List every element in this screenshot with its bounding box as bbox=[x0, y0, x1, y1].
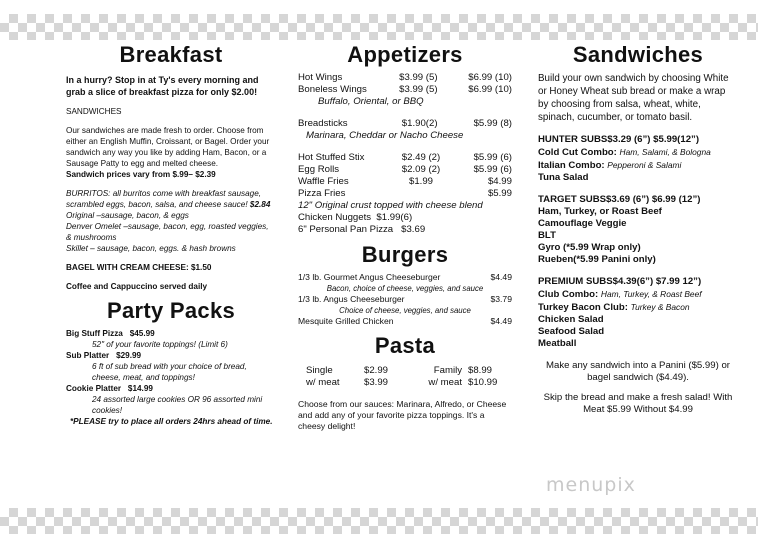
pan-pizza: 6" Personal Pan Pizza $3.69 bbox=[298, 224, 426, 235]
burger-item: 1/3 lb. Gourmet Angus Cheeseburger $4.49 Bacon, choice of cheese, veggies, and sauce bbox=[298, 272, 512, 293]
premium-item: Seafood Salad bbox=[538, 326, 605, 337]
sandwiches-title: Sandwiches bbox=[572, 42, 704, 67]
hunter-subs-header: HUNTER SUBS$3.29 (6”) $5.99(12”) bbox=[538, 134, 700, 145]
menupix-watermark: menupix bbox=[546, 474, 636, 496]
chicken-nuggets: Chicken Nuggets $1.99(6) bbox=[298, 212, 413, 223]
premium-item: Chicken Salad bbox=[538, 314, 604, 325]
premium-subs-header: PREMIUM SUBS$4.39(6”) $7.99 12”) bbox=[538, 276, 702, 287]
sandwiches-column bbox=[538, 42, 738, 416]
premium-item: Club Combo: Ham, Turkey, & Roast Beef bbox=[538, 289, 702, 300]
breakfast-sandwiches-text: Our sandwiches are made fresh to order. Choose from either an English Muffin, Croissant, or Bagel. Order your sandwich any way you like by adding Ham, Bacon, or a Sausage Patty to egg and melted cheese. bbox=[66, 126, 270, 168]
burger-item: 1/3 lb. Angus Cheeseburger $3.79 Choice of cheese, veggies, and sauce bbox=[298, 294, 512, 315]
wings-note: Buffalo, Oriental, or BBQ bbox=[318, 96, 424, 107]
salad-note: Skip the bread and make a fresh salad! With Meat $5.99 Without $4.99 bbox=[543, 392, 733, 415]
burrito-original: Original –sausage, bacon, & eggs bbox=[66, 211, 189, 220]
bagel-cream-cheese: BAGEL WITH CREAM CHEESE: $1.50 bbox=[66, 263, 212, 272]
sandwiches-intro: Build your own sandwich by choosing White or Honey Wheat sub bread or make a wrap by choosing from salsa, wheat, white, spinach, cucumber, or tomato basil. bbox=[538, 73, 729, 123]
party-item: Big Stuff Pizza $45.99 52" of your favorite toppings! (Limit 6) bbox=[66, 329, 228, 349]
hunter-item: Cold Cut Combo: Ham, Salami, & Bologna bbox=[538, 147, 711, 158]
premium-item: Meatball bbox=[538, 338, 577, 349]
burritos-text: BURRITOS: all burritos come with breakfast sausage, scrambled eggs, bacon, salsa, and cheese sauce! $2.84 bbox=[66, 189, 271, 209]
pizza-fries-note: 12" Original crust topped with cheese blend bbox=[298, 200, 483, 211]
hunter-item: Tuna Salad bbox=[538, 172, 589, 183]
breakfast-column bbox=[66, 42, 276, 427]
target-item: Ham, Turkey, or Roast Beef bbox=[538, 206, 662, 217]
party-item: Cookie Platter $14.99 24 assorted large cookies OR 96 assorted mini cookies! bbox=[66, 384, 263, 415]
breakfast-intro: In a hurry? Stop in at Ty's every morning and grab a slice of breakfast pizza for only $2.00! bbox=[66, 75, 259, 97]
appetizers-title: Appetizers bbox=[347, 42, 463, 67]
sandwiches-heading: SANDWICHES bbox=[66, 107, 122, 116]
appetizer-row: Boneless Wings $3.99 (5) $6.99 (10) bbox=[298, 84, 512, 95]
party-packs-title: Party Packs bbox=[106, 298, 236, 323]
burger-item: Mesquite Grilled Chicken $4.49 bbox=[298, 316, 512, 326]
premium-item: Turkey Bacon Club: Turkey & Bacon bbox=[538, 302, 690, 313]
appetizer-row: Waffle Fries $1.99 $4.99 bbox=[298, 176, 512, 187]
coffee-note: Coffee and Cappuccino served daily bbox=[66, 282, 208, 291]
target-item: BLT bbox=[538, 230, 556, 241]
breadsticks-note: Marinara, Cheddar or Nacho Cheese bbox=[306, 130, 464, 141]
pasta-title: Pasta bbox=[374, 333, 436, 358]
burrito-denver: Denver Omelet –sausage, bacon, egg, roasted veggies, & mushrooms bbox=[66, 222, 269, 242]
burgers-title: Burgers bbox=[361, 242, 449, 267]
pasta-prices: Single $2.99 Family $8.99 w/ meat $3.99 w/ meat $10.99 bbox=[306, 365, 498, 388]
top-checkered-border bbox=[0, 14, 758, 40]
breakfast-title: Breakfast bbox=[119, 42, 223, 67]
target-item: Gyro (*5.99 Wrap only) bbox=[538, 242, 641, 253]
pasta-description: Choose from our sauces: Marinara, Alfredo, or Cheese and add any of your favorite pizza toppings. It's a cheesy delight! bbox=[298, 399, 507, 431]
appetizer-row: Hot Stuffed Stix $2.49 (2) $5.99 (6) bbox=[298, 152, 512, 163]
target-item: Rueben(*5.99 Panini only) bbox=[538, 254, 656, 265]
appetizer-row: Hot Wings $3.99 (5) $6.99 (10) bbox=[298, 72, 512, 83]
burrito-skillet: Skillet – sausage, bacon, eggs. & hash browns bbox=[66, 244, 236, 253]
target-subs-header: TARGET SUBS$3.69 (6”) $6.99 (12”) bbox=[538, 194, 701, 205]
appetizer-row: Breadsticks $1.90(2) $5.99 (8) bbox=[298, 118, 512, 129]
appetizer-row: Pizza Fries $5.99 bbox=[298, 188, 512, 199]
panini-note: Make any sandwich into a Panini ($5.99) or bagel sandwich ($4.49). bbox=[546, 360, 730, 383]
party-note: *PLEASE try to place all orders 24hrs ahead of time. bbox=[70, 417, 273, 426]
appetizers-column bbox=[298, 42, 512, 432]
appetizer-row: Egg Rolls $2.09 (2) $5.99 (6) bbox=[298, 164, 512, 175]
hunter-item: Italian Combo: Pepperoni & Salami bbox=[538, 160, 682, 171]
sandwich-prices: Sandwich prices vary from $.99– $2.39 bbox=[66, 170, 216, 179]
party-item: Sub Platter $29.99 6 ft of sub bread with your choice of bread, cheese, meat, and toppings! bbox=[66, 351, 247, 382]
target-item: Camouflage Veggie bbox=[538, 218, 627, 229]
bottom-checkered-border bbox=[0, 508, 758, 534]
